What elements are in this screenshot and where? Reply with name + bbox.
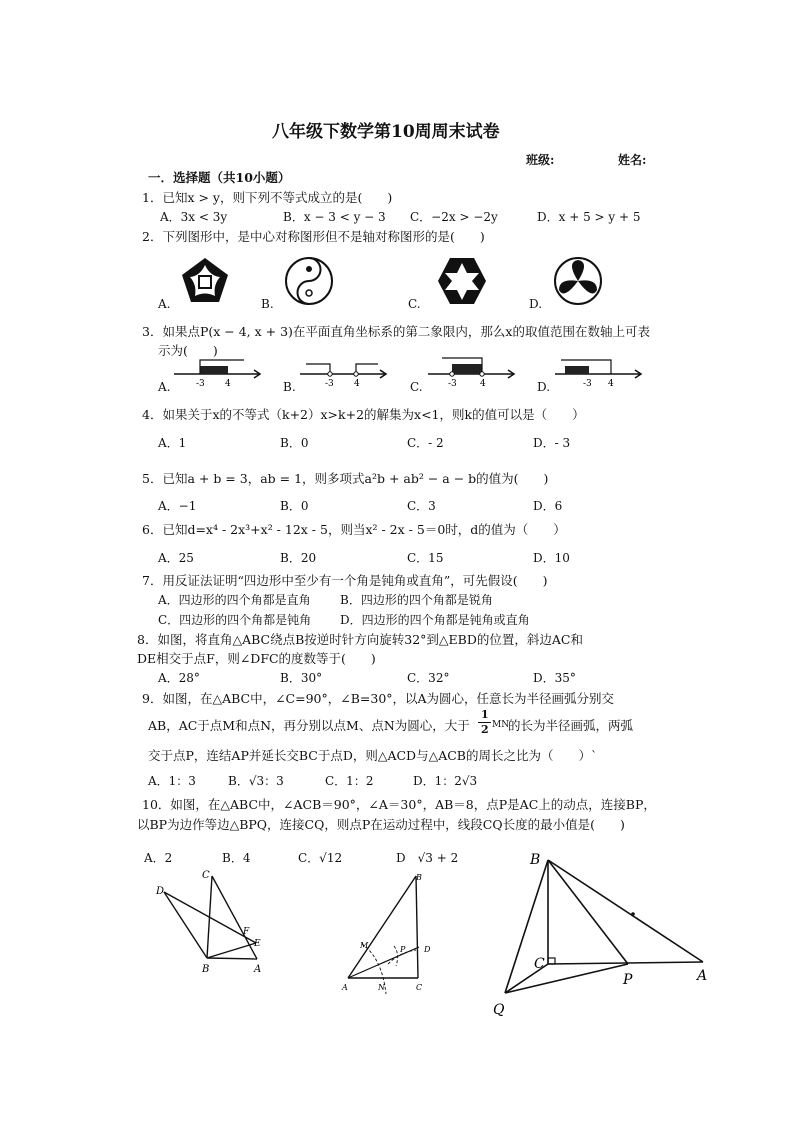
q8-stem-line1: 8．如图，将直角△ABC绕点B按逆时针方向旋转32°到△EBD的位置，斜边AC和 [137,632,583,647]
q4-stem: 4．如果关于x的不等式（k+2）x>k+2的解集为x<1，则k的值可以是（ ） [142,407,585,422]
q8-option-a[interactable]: A．28° [158,671,200,685]
q10-option-b[interactable]: B．4 [222,851,251,865]
q9-stem-line2a: AB，AC于点M和点N，再分别以点M、点N为圆心，大于 [148,718,470,733]
fig10-label-p: P [623,972,633,988]
number-line-a [172,354,264,390]
q4-option-b[interactable]: B．0 [280,436,309,450]
three-leaf-figure [553,256,603,306]
q8-figure [150,866,270,981]
hexagon-figure [436,256,488,306]
q4-option-d[interactable]: D．- 3 [533,436,571,450]
q7-option-a[interactable]: A．四边形的四个角都是直角 [158,593,311,607]
q10-option-d[interactable]: D √3 + 2 [396,851,459,865]
q10-figure [490,848,720,1018]
name-label: 姓名: [618,153,647,167]
fig9-label-b: B [416,873,422,882]
fig10-label-b: B [530,852,541,868]
tick-label: 4 [608,379,614,389]
fig10-label-q: Q [493,1002,505,1018]
fig8-label-e: E [254,939,261,949]
class-label: 班级: [526,153,555,167]
q9-stem-line1: 9．如图，在△ABC中，∠C=90°，∠B=30°，以A为圆心，任意长为半径画弧分别交 [142,691,615,706]
tick-label: -3 [196,379,205,389]
q5-option-c[interactable]: C．3 [407,499,436,513]
q3-stem-line1: 3．如果点P(x − 4, x + 3)在平面直角坐标系的第二象限内，那么x的取值范围在数轴上可表 [142,324,650,339]
q1-option-d[interactable]: D．x + 5 > y + 5 [537,210,641,224]
q6-stem: 6．已知d=x⁴ - 2x³+x² - 12x - 5，则当x² - 2x - 5＝0时，d的值为（ ） [142,522,566,537]
tick-label: 4 [480,379,486,389]
q6-option-a[interactable]: A．25 [158,551,194,565]
q9-option-c[interactable]: C．1：2 [325,774,374,788]
q7-stem: 7．用反证法证明“四边形中至少有一个角是钝角或直角”，可先假设( ) [142,573,548,588]
fig9-label-a: A [342,983,348,992]
tick-label: 4 [354,379,360,389]
q6-option-c[interactable]: C．15 [407,551,444,565]
q2-option-d[interactable]: D. [529,297,543,311]
tick-label: -3 [448,379,457,389]
fig10-label-c: C [534,956,545,972]
fig8-label-d: D [156,886,165,897]
q1-option-a[interactable]: A．3x < 3y [160,210,228,224]
taiji-figure [284,256,334,306]
q9-option-b[interactable]: B．√3：3 [228,774,284,788]
q2-option-b[interactable]: B. [261,297,274,311]
fraction-numerator: 1 [481,708,489,721]
q9-option-d[interactable]: D．1：2√3 [413,774,478,788]
fig9-label-c: C [416,983,423,992]
fig8-label-c: C [202,870,210,881]
q8-stem-line2: DE相交于点F，则∠DFC的度数等于( ) [137,651,376,666]
q9-figure [338,866,440,996]
q1-option-c[interactable]: C．−2x > −2y [410,210,498,224]
q10-option-c[interactable]: C．√12 [298,851,343,865]
q3-option-d[interactable]: D. [537,380,551,394]
tick-label: -3 [583,379,592,389]
fig9-label-d: D [424,945,431,954]
q4-option-a[interactable]: A．1 [158,436,187,450]
q8-option-d[interactable]: D．35° [533,671,576,685]
q7-option-d[interactable]: D．四边形的四个角都是钝角或直角 [340,613,530,627]
q2-option-c[interactable]: C. [408,297,421,311]
fraction-mn: MN [492,720,510,730]
q9-stem-line2b: 的长为半径画弧，两弧 [508,718,634,733]
q5-option-b[interactable]: B．0 [280,499,309,513]
q3-option-b[interactable]: B. [283,380,296,394]
q3-option-a[interactable]: A. [158,380,171,394]
fig8-label-b: B [202,964,210,975]
q6-option-b[interactable]: B．20 [280,551,317,565]
q4-option-c[interactable]: C．- 2 [407,436,444,450]
fig10-label-a: A [697,968,708,984]
q1-option-b[interactable]: B．x − 3 < y − 3 [283,210,386,224]
fig8-label-f: F [243,927,250,937]
q3-option-c[interactable]: C. [410,380,423,394]
fraction-denominator: 2 [481,723,489,736]
q10-stem-line1: 10．如图，在△ABC中，∠ACB＝90°，∠A＝30°，AB＝8，点P是AC上的动点，连接BP， [142,797,656,812]
q5-option-d[interactable]: D．6 [533,499,563,513]
fig9-label-p: P [400,945,406,954]
pentagon-figure [180,256,230,306]
q7-option-b[interactable]: B．四边形的四个角都是锐角 [340,593,493,607]
number-line-d [553,354,645,390]
q8-option-b[interactable]: B．30° [280,671,323,685]
q9-stem-line3: 交于点P，连结AP并延长交BC于点D，则△ACD与△ACB的周长之比为（ ）` [148,748,598,763]
q10-option-a[interactable]: A．2 [144,851,173,865]
q2-option-a[interactable]: A. [158,297,171,311]
q9-option-a[interactable]: A．1：3 [148,774,196,788]
q10-stem-line2: 以BP为边作等边△BPQ，连接CQ，则点P在运动过程中，线段CQ长度的最小值是( ) [137,817,625,832]
q3-stem-line2: 示为( ) [158,343,218,358]
q5-option-a[interactable]: A．−1 [158,499,197,513]
fig9-label-m: M [360,941,369,950]
fig8-label-a: A [254,964,262,975]
number-line-b [298,354,390,390]
q6-option-d[interactable]: D．10 [533,551,570,565]
q1-stem: 1．已知x > y，则下列不等式成立的是( ) [142,190,393,205]
q8-option-c[interactable]: C．32° [407,671,450,685]
section-heading: 一．选择题（共10小题） [148,170,291,185]
q2-stem: 2．下列图形中，是中心对称图形但不是轴对称图形的是( ) [142,229,485,244]
tick-label: -3 [325,379,334,389]
tick-label: 4 [225,379,231,389]
page-title: 八年级下数学第10周周末试卷 [272,122,500,142]
q5-stem: 5．已知a + b = 3，ab = 1，则多项式a²b + ab² − a − b的值为( ) [142,471,549,486]
number-line-c [426,354,518,390]
fig9-label-n: N [378,983,385,992]
q7-option-c[interactable]: C．四边形的四个角都是钝角 [158,613,312,627]
